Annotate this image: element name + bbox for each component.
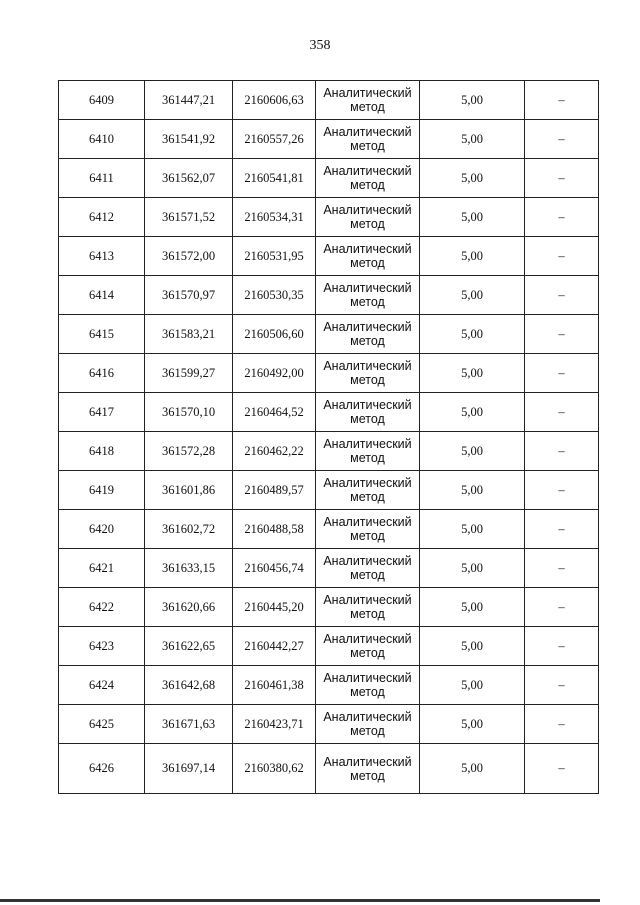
accuracy-cell: 5,00: [420, 549, 525, 588]
method-line-1: Аналитический: [323, 671, 412, 685]
x-coordinate-cell: 361541,92: [145, 120, 233, 159]
method-cell: [316, 198, 420, 237]
accuracy-cell: 5,00: [420, 588, 525, 627]
method-line-1: Аналитический: [323, 632, 412, 646]
y-coordinate-cell: 2160462,22: [233, 432, 316, 471]
method-line-1: Аналитический: [323, 437, 412, 451]
method-line-1: Аналитический: [323, 281, 412, 295]
accuracy-cell: 5,00: [420, 510, 525, 549]
note-cell: –: [525, 393, 599, 432]
table-row: [59, 549, 599, 588]
accuracy-cell: 5,00: [420, 393, 525, 432]
point-id-cell: 6420: [59, 510, 145, 549]
method-line-2: метод: [350, 724, 385, 738]
method-cell: [316, 354, 420, 393]
note-cell: –: [525, 159, 599, 198]
method-line-1: Аналитический: [323, 710, 412, 724]
accuracy-cell: 5,00: [420, 705, 525, 744]
y-coordinate-cell: 2160380,62: [233, 744, 316, 794]
note-cell: –: [525, 627, 599, 666]
method-line-1: Аналитический: [323, 320, 412, 334]
method-line-1: Аналитический: [323, 86, 412, 100]
y-coordinate-cell: 2160489,57: [233, 471, 316, 510]
x-coordinate-cell: 361642,68: [145, 666, 233, 705]
note-cell: –: [525, 588, 599, 627]
accuracy-cell: 5,00: [420, 471, 525, 510]
y-coordinate-cell: 2160464,52: [233, 393, 316, 432]
accuracy-cell: 5,00: [420, 432, 525, 471]
note-cell: –: [525, 432, 599, 471]
x-coordinate-cell: 361633,15: [145, 549, 233, 588]
table-row: [59, 627, 599, 666]
x-coordinate-cell: 361671,63: [145, 705, 233, 744]
x-coordinate-cell: 361572,28: [145, 432, 233, 471]
point-id-cell: 6413: [59, 237, 145, 276]
point-id-cell: 6412: [59, 198, 145, 237]
method-cell: [316, 81, 420, 120]
note-cell: –: [525, 276, 599, 315]
method-line-2: метод: [350, 412, 385, 426]
method-line-1: Аналитический: [323, 476, 412, 490]
x-coordinate-cell: 361583,21: [145, 315, 233, 354]
x-coordinate-cell: 361571,52: [145, 198, 233, 237]
table-row: [59, 354, 599, 393]
y-coordinate-cell: 2160530,35: [233, 276, 316, 315]
y-coordinate-cell: 2160531,95: [233, 237, 316, 276]
method-line-2: метод: [350, 373, 385, 387]
table-row: [59, 666, 599, 705]
point-id-cell: 6417: [59, 393, 145, 432]
x-coordinate-cell: 361602,72: [145, 510, 233, 549]
x-coordinate-cell: 361622,65: [145, 627, 233, 666]
point-id-cell: 6416: [59, 354, 145, 393]
table-row: [59, 393, 599, 432]
y-coordinate-cell: 2160506,60: [233, 315, 316, 354]
method-cell: [316, 432, 420, 471]
table-row: [59, 81, 599, 120]
method-line-1: Аналитический: [323, 554, 412, 568]
point-id-cell: 6424: [59, 666, 145, 705]
accuracy-cell: 5,00: [420, 666, 525, 705]
y-coordinate-cell: 2160534,31: [233, 198, 316, 237]
method-line-2: метод: [350, 646, 385, 660]
method-line-1: Аналитический: [323, 242, 412, 256]
table-row: [59, 120, 599, 159]
y-coordinate-cell: 2160445,20: [233, 588, 316, 627]
method-cell: [316, 315, 420, 354]
accuracy-cell: 5,00: [420, 627, 525, 666]
point-id-cell: 6426: [59, 744, 145, 794]
table-row: [59, 432, 599, 471]
method-cell: [316, 510, 420, 549]
method-cell: [316, 588, 420, 627]
accuracy-cell: 5,00: [420, 237, 525, 276]
method-line-2: метод: [350, 451, 385, 465]
y-coordinate-cell: 2160492,00: [233, 354, 316, 393]
method-cell: [316, 744, 420, 794]
method-cell: [316, 393, 420, 432]
note-cell: –: [525, 237, 599, 276]
accuracy-cell: 5,00: [420, 120, 525, 159]
method-line-2: метод: [350, 685, 385, 699]
table-row: [59, 315, 599, 354]
method-line-2: метод: [350, 217, 385, 231]
method-line-2: метод: [350, 490, 385, 504]
accuracy-cell: 5,00: [420, 198, 525, 237]
method-line-2: метод: [350, 334, 385, 348]
method-cell: [316, 705, 420, 744]
method-line-2: метод: [350, 568, 385, 582]
y-coordinate-cell: 2160423,71: [233, 705, 316, 744]
table-row: [59, 276, 599, 315]
table-row: [59, 237, 599, 276]
note-cell: –: [525, 315, 599, 354]
table-row: [59, 510, 599, 549]
coordinates-table: [58, 80, 599, 794]
point-id-cell: 6418: [59, 432, 145, 471]
method-line-1: Аналитический: [323, 164, 412, 178]
x-coordinate-cell: 361599,27: [145, 354, 233, 393]
point-id-cell: 6421: [59, 549, 145, 588]
point-id-cell: 6415: [59, 315, 145, 354]
accuracy-cell: 5,00: [420, 159, 525, 198]
note-cell: –: [525, 198, 599, 237]
note-cell: –: [525, 471, 599, 510]
y-coordinate-cell: 2160456,74: [233, 549, 316, 588]
x-coordinate-cell: 361447,21: [145, 81, 233, 120]
method-cell: [316, 627, 420, 666]
method-line-2: метод: [350, 529, 385, 543]
note-cell: –: [525, 120, 599, 159]
x-coordinate-cell: 361697,14: [145, 744, 233, 794]
table-row: [59, 744, 599, 794]
method-line-2: метод: [350, 139, 385, 153]
method-line-2: метод: [350, 178, 385, 192]
point-id-cell: 6409: [59, 81, 145, 120]
point-id-cell: 6423: [59, 627, 145, 666]
point-id-cell: 6410: [59, 120, 145, 159]
note-cell: –: [525, 666, 599, 705]
x-coordinate-cell: 361601,86: [145, 471, 233, 510]
method-cell: [316, 237, 420, 276]
method-cell: [316, 276, 420, 315]
page-number: 358: [309, 38, 331, 53]
table-row: [59, 705, 599, 744]
method-line-2: метод: [350, 295, 385, 309]
method-line-1: Аналитический: [323, 359, 412, 373]
point-id-cell: 6422: [59, 588, 145, 627]
point-id-cell: 6411: [59, 159, 145, 198]
scan-bottom-edge: [0, 899, 600, 902]
method-line-1: Аналитический: [323, 398, 412, 412]
point-id-cell: 6425: [59, 705, 145, 744]
method-line-2: метод: [350, 100, 385, 114]
y-coordinate-cell: 2160541,81: [233, 159, 316, 198]
note-cell: –: [525, 510, 599, 549]
x-coordinate-cell: 361562,07: [145, 159, 233, 198]
method-cell: [316, 471, 420, 510]
accuracy-cell: 5,00: [420, 81, 525, 120]
method-cell: [316, 549, 420, 588]
method-cell: [316, 666, 420, 705]
method-cell: [316, 159, 420, 198]
method-line-2: метод: [350, 256, 385, 270]
y-coordinate-cell: 2160488,58: [233, 510, 316, 549]
point-id-cell: 6414: [59, 276, 145, 315]
x-coordinate-cell: 361620,66: [145, 588, 233, 627]
table-row: [59, 471, 599, 510]
x-coordinate-cell: 361572,00: [145, 237, 233, 276]
accuracy-cell: 5,00: [420, 276, 525, 315]
method-line-1: Аналитический: [323, 515, 412, 529]
table-row: [59, 159, 599, 198]
table-row: [59, 198, 599, 237]
method-line-2: метод: [350, 607, 385, 621]
method-cell: [316, 120, 420, 159]
method-line-2: метод: [350, 768, 385, 783]
method-line-1: Аналитический: [323, 754, 412, 769]
note-cell: –: [525, 705, 599, 744]
note-cell: –: [525, 549, 599, 588]
note-cell: –: [525, 81, 599, 120]
accuracy-cell: 5,00: [420, 315, 525, 354]
x-coordinate-cell: 361570,97: [145, 276, 233, 315]
note-cell: –: [525, 354, 599, 393]
method-line-1: Аналитический: [323, 203, 412, 217]
x-coordinate-cell: 361570,10: [145, 393, 233, 432]
table-row: [59, 588, 599, 627]
point-id-cell: 6419: [59, 471, 145, 510]
y-coordinate-cell: 2160557,26: [233, 120, 316, 159]
y-coordinate-cell: 2160442,27: [233, 627, 316, 666]
y-coordinate-cell: 2160606,63: [233, 81, 316, 120]
method-line-1: Аналитический: [323, 125, 412, 139]
note-cell: –: [525, 744, 599, 794]
accuracy-cell: 5,00: [420, 744, 525, 794]
method-line-1: Аналитический: [323, 593, 412, 607]
accuracy-cell: 5,00: [420, 354, 525, 393]
y-coordinate-cell: 2160461,38: [233, 666, 316, 705]
